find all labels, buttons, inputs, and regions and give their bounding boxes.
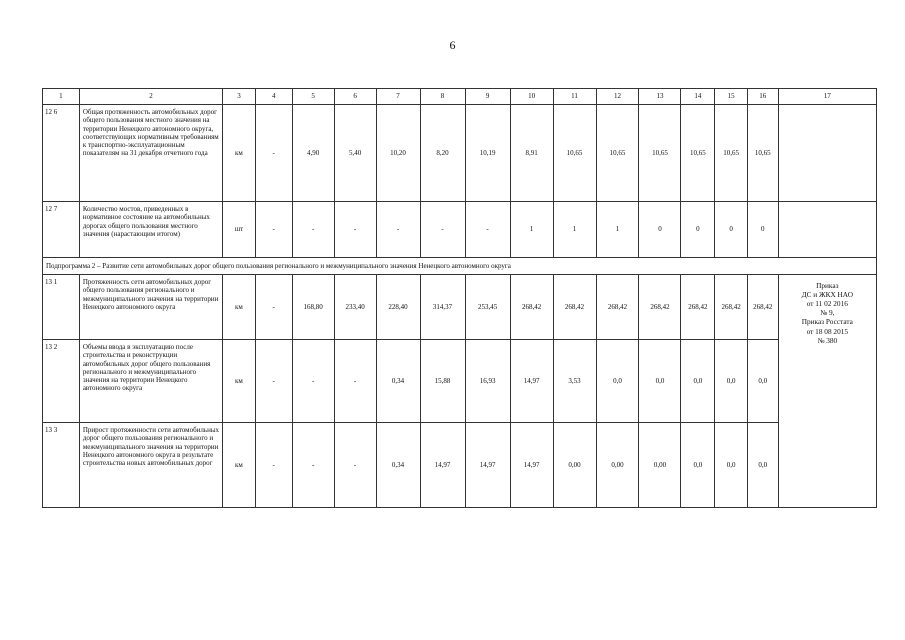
value-cell: 4,90	[292, 105, 334, 202]
unit-cell: км	[223, 340, 256, 423]
value-cell: 0,0	[747, 423, 778, 508]
value-cell: -	[292, 423, 334, 508]
header-cell: 11	[553, 89, 596, 105]
value-cell: 268,42	[510, 275, 553, 340]
header-cell: 16	[747, 89, 778, 105]
value-cell: 0	[747, 202, 778, 258]
value-cell: 0	[715, 202, 748, 258]
value-cell: 253,45	[465, 275, 510, 340]
row-number: 13 1	[43, 275, 80, 340]
value-cell: -	[292, 202, 334, 258]
header-cell: 9	[465, 89, 510, 105]
header-cell: 14	[681, 89, 715, 105]
value-cell: -	[255, 202, 292, 258]
value-cell: -	[255, 423, 292, 508]
header-cell: 12	[596, 89, 639, 105]
note-line: № 9,	[820, 308, 835, 318]
value-cell: 10,65	[681, 105, 715, 202]
unit-cell: шт	[223, 202, 256, 258]
note-line: от 11 02 2016	[806, 299, 848, 309]
header-cell: 13	[639, 89, 681, 105]
value-cell: -	[334, 423, 376, 508]
row-number: 12 6	[43, 105, 80, 202]
header-row	[43, 89, 877, 105]
value-cell: 14,97	[510, 340, 553, 423]
value-cell: 268,42	[639, 275, 681, 340]
header-cell: 5	[292, 89, 334, 105]
value-cell: 0,0	[596, 340, 639, 423]
header-cell: 1	[43, 89, 80, 105]
value-cell: 0,0	[715, 423, 748, 508]
value-cell: 10,65	[747, 105, 778, 202]
value-cell: 10,20	[376, 105, 420, 202]
value-cell: 0,00	[596, 423, 639, 508]
value-cell: 1	[596, 202, 639, 258]
value-cell: 10,19	[465, 105, 510, 202]
value-cell: 5,40	[334, 105, 376, 202]
value-cell: 0,0	[681, 340, 715, 423]
value-cell: 0,0	[681, 423, 715, 508]
value-cell: 1	[553, 202, 596, 258]
table-row	[43, 275, 877, 340]
note-cell-empty	[778, 202, 876, 258]
note-line: ДС и ЖКХ НАО	[801, 290, 853, 300]
value-cell: -	[255, 275, 292, 340]
value-cell: -	[376, 202, 420, 258]
page-number: 6	[449, 38, 456, 52]
value-cell: 168,80	[292, 275, 334, 340]
indicators-table	[42, 88, 877, 508]
note-line: № 380	[817, 335, 838, 345]
table-row	[43, 202, 877, 258]
value-cell: 0,34	[376, 423, 420, 508]
value-cell: 233,40	[334, 275, 376, 340]
value-cell: -	[292, 340, 334, 423]
value-cell: 8,91	[510, 105, 553, 202]
unit-cell: км	[223, 423, 256, 508]
header-cell: 4	[255, 89, 292, 105]
value-cell: 0,0	[747, 340, 778, 423]
value-cell: 0	[681, 202, 715, 258]
header-cell: 10	[510, 89, 553, 105]
value-cell: 228,40	[376, 275, 420, 340]
value-cell: 314,37	[420, 275, 465, 340]
value-cell: 268,42	[553, 275, 596, 340]
row-number: 12 7	[43, 202, 80, 258]
value-cell: 15,88	[420, 340, 465, 423]
header-cell: 2	[79, 89, 222, 105]
value-cell: -	[420, 202, 465, 258]
unit-cell: км	[223, 105, 256, 202]
value-cell: 0,00	[639, 423, 681, 508]
indicator-name: Общая протяженность автомобильных дорог общего пользования местного значения на территории Ненецкого автономного округа, соответствующих нормативным требованиям к транспортно-эксплуатационным показателям на 31 декабря отчетного года	[79, 105, 222, 202]
row-number: 13 3	[43, 423, 80, 508]
value-cell: 16,93	[465, 340, 510, 423]
value-cell: 10,65	[553, 105, 596, 202]
indicator-name: Протяженность сети автомобильных дорог общего пользования регионального и межмуниципального значения на территории Ненецкого автономного округа	[79, 275, 222, 340]
value-cell: 0,0	[715, 340, 748, 423]
value-cell: -	[334, 340, 376, 423]
value-cell: 10,65	[639, 105, 681, 202]
value-cell: 14,97	[420, 423, 465, 508]
header-cell: 3	[223, 89, 256, 105]
note-line: Приказ	[816, 281, 839, 290]
header-cell: 17	[778, 89, 876, 105]
value-cell: 10,65	[715, 105, 748, 202]
value-cell: 0,0	[639, 340, 681, 423]
indicator-name: Прирост протяженности сети автомобильных дорог общего пользования регионального и межмуниципального значения на территории Ненецкого автономного округа в результате строительства новых автомобильных дорог	[79, 423, 222, 508]
value-cell: -	[255, 340, 292, 423]
source-note	[778, 275, 876, 508]
value-cell: 268,42	[596, 275, 639, 340]
indicator-name: Количество мостов, приведенных в нормативное состояние на автомобильных дорогах общего пользования местного значения (нарастающим итогом)	[79, 202, 222, 258]
value-cell: 8,20	[420, 105, 465, 202]
table-row	[43, 423, 877, 508]
row-number: 13 2	[43, 340, 80, 423]
header-cell: 15	[715, 89, 748, 105]
value-cell: 14,97	[510, 423, 553, 508]
value-cell: 268,42	[747, 275, 778, 340]
value-cell: 1	[510, 202, 553, 258]
value-cell: 3,53	[553, 340, 596, 423]
note-line: Приказ Росстата	[801, 317, 853, 327]
header-cell: 8	[420, 89, 465, 105]
unit-cell: км	[223, 275, 256, 340]
value-cell: 0	[639, 202, 681, 258]
value-cell: 10,65	[596, 105, 639, 202]
value-cell: 0,00	[553, 423, 596, 508]
header-cell: 6	[334, 89, 376, 105]
value-cell: -	[255, 105, 292, 202]
indicator-name: Объемы ввода в эксплуатацию после строительства и реконструкции автомобильных дорог общего пользования регионального и межмуниципального значения на территории Ненецкого автономного округа	[79, 340, 222, 423]
value-cell: -	[334, 202, 376, 258]
header-cell: 7	[376, 89, 420, 105]
table-row	[43, 105, 877, 202]
value-cell: 14,97	[465, 423, 510, 508]
table-row	[43, 340, 877, 423]
subprogram-row	[43, 258, 877, 275]
subprogram-title: Подпрограмма 2 – Развитие сети автомобильных дорог общего пользования регионального и межмуниципального значения Ненецкого автономного округа	[43, 258, 877, 275]
note-line: от 18 08 2015	[806, 326, 849, 336]
value-cell: -	[465, 202, 510, 258]
value-cell: 268,42	[681, 275, 715, 340]
note-cell-empty	[778, 105, 876, 202]
value-cell: 0,34	[376, 340, 420, 423]
value-cell: 268,42	[715, 275, 748, 340]
